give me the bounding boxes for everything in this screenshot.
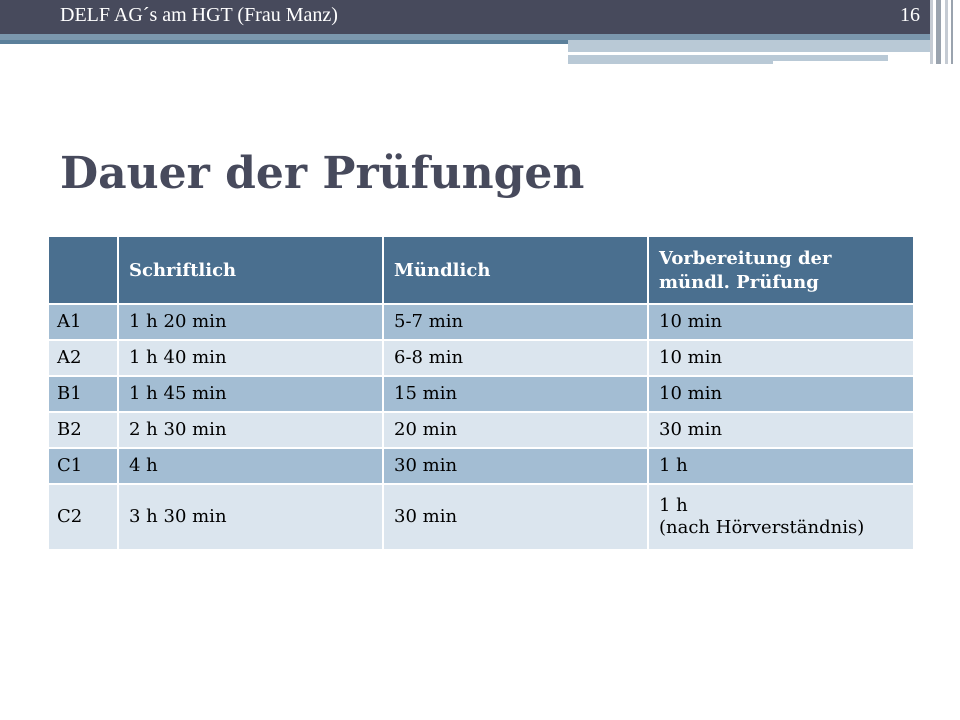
cell-written: 1 h 20 min xyxy=(118,304,383,340)
cell-preparation xyxy=(648,484,914,550)
cell-written: 3 h 30 min xyxy=(118,484,383,550)
cell-level: B2 xyxy=(48,412,118,448)
decorative-stripe xyxy=(0,40,568,44)
cell-oral: 5-7 min xyxy=(383,304,648,340)
cell-preparation-note: (nach Hörverständnis) xyxy=(659,517,865,538)
cell-written: 1 h 45 min xyxy=(118,376,383,412)
cell-oral: 6-8 min xyxy=(383,340,648,376)
cell-oral: 30 min xyxy=(383,448,648,484)
header-written: Schriftlich xyxy=(118,236,383,304)
table-row xyxy=(48,376,914,412)
cell-oral: 20 min xyxy=(383,412,648,448)
cell-preparation: 1 h xyxy=(648,448,914,484)
decorative-stripe xyxy=(568,40,930,52)
header-level xyxy=(48,236,118,304)
table-row xyxy=(48,304,914,340)
table-row xyxy=(48,484,914,550)
table-header-row xyxy=(48,236,914,304)
cell-preparation: 30 min xyxy=(648,412,914,448)
cell-oral: 15 min xyxy=(383,376,648,412)
decorative-stripe xyxy=(945,0,948,64)
header-oral: Mündlich xyxy=(383,236,648,304)
header-preparation: Vorbereitung der mündl. Prüfung xyxy=(648,236,914,304)
cell-preparation: 10 min xyxy=(648,376,914,412)
decorative-stripe xyxy=(568,61,773,64)
decorative-stripe xyxy=(930,0,933,64)
cell-written: 2 h 30 min xyxy=(118,412,383,448)
cell-level: A2 xyxy=(48,340,118,376)
cell-level: B1 xyxy=(48,376,118,412)
page-title: Dauer der Prüfungen xyxy=(60,148,585,199)
table-row xyxy=(48,340,914,376)
cell-preparation: 10 min xyxy=(648,304,914,340)
slide-number: 16 xyxy=(900,4,920,26)
cell-level: C2 xyxy=(48,484,118,550)
decorative-stripe xyxy=(936,0,941,64)
cell-written: 1 h 40 min xyxy=(118,340,383,376)
table-row xyxy=(48,412,914,448)
cell-level: C1 xyxy=(48,448,118,484)
decorative-stripe xyxy=(951,0,953,64)
cell-preparation-value: 1 h xyxy=(659,495,688,516)
footer-text: DELF AG´s am HGT (Frau Manz) xyxy=(60,4,338,26)
header-bar xyxy=(0,0,930,34)
cell-oral: 30 min xyxy=(383,484,648,550)
cell-written: 4 h xyxy=(118,448,383,484)
cell-level: A1 xyxy=(48,304,118,340)
duration-table xyxy=(47,235,915,551)
table-row xyxy=(48,448,914,484)
cell-preparation: 10 min xyxy=(648,340,914,376)
